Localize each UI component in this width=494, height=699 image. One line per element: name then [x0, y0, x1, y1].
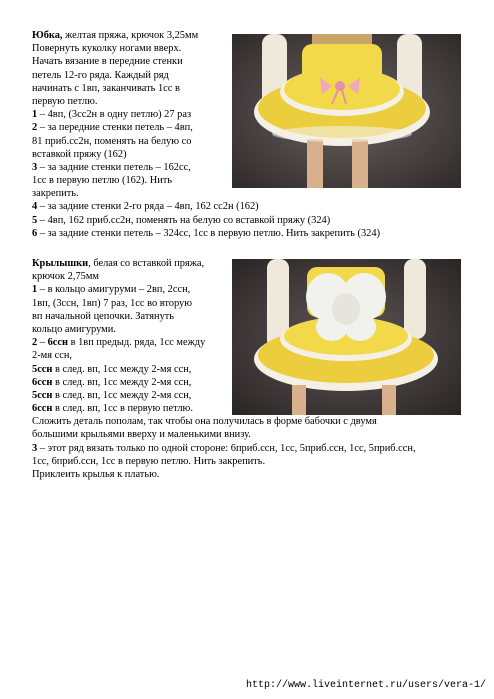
wings-row-3-cont: 1сс, 6приб.ссн, 1сс в первую петлю. Нить закрепить.	[32, 455, 266, 467]
skirt-row-1: 1 – 4вп, (3сс2н в одну петлю) 27 раз	[32, 109, 192, 121]
source-url: http://www.liveinternet.ru/users/vera-1/	[246, 680, 487, 691]
wings-row-3: 3 – этот ряд вязать только по одной стороне: 6приб.ссн, 1сс, 5приб.ссн, 1сс, 5приб.ссн,	[32, 442, 416, 454]
wings-line-2: крючок 2,75мм	[32, 271, 100, 283]
skirt-line-2: Повернуть куколку ногами вверх.	[32, 43, 182, 55]
skirt-line-1: Юбка, желтая пряжа, крючок 3,25мм	[32, 30, 199, 41]
wings-row-1-cont-1: 1вп, (3ссн, 1вп) 7 раз, 1сс во вторую	[32, 297, 193, 309]
wings-row-2-step-4: 6ссн в след. вп, 1сс в первую петлю.	[32, 403, 193, 415]
wings-fold-line-1: Сложить деталь пополам, так чтобы она получилась в форме бабочки с двумя	[32, 416, 377, 428]
skirt-row-5: 5 – 4вп, 162 приб.сс2н, поменять на белую со вставкой пряжу (324)	[32, 214, 331, 226]
wings-row-2-step-1: 5ссн в след. вп, 1сс между 2-мя ссн,	[32, 363, 192, 375]
wings-row-1-cont-2: вп начальной цепочки. Затянуть	[32, 310, 175, 322]
skirt-line-5: начинать с 1вп, заканчивать 1сс в	[32, 82, 180, 94]
skirt-row-3: 3 – за задние стенки петель – 162сс,	[32, 161, 191, 173]
skirt-line-6: первую петлю.	[32, 95, 98, 107]
skirt-row-2-cont-1: 81 приб.сс2н, поменять на белую со	[32, 135, 192, 147]
wings-row-1: 1 – в кольцо амигуруми – 2вп, 2ссн,	[32, 284, 191, 296]
wings-row-2-step-2: 6ссн в след. вп, 1сс между 2-мя ссн,	[32, 376, 192, 388]
skirt-line-3: Начать вязание в передние стенки	[32, 56, 183, 68]
wings-line-1: Крылышки, белая со вставкой пряжа,	[32, 258, 205, 269]
skirt-row-3-cont-1: 1сс в первую петлю (162). Нить	[32, 175, 173, 187]
skirt-photo	[232, 34, 461, 188]
wings-fold-line-2: большими крыльями вверху и маленькими внизу.	[32, 429, 251, 441]
wings-row-2-cont: 2-мя ссн,	[32, 350, 72, 362]
wings-row-1-cont-3: кольцо амигуруми.	[32, 323, 116, 335]
wings-final: Приклеить крылья к платью.	[32, 469, 160, 480]
wings-row-2-step-3: 5ссн в след. вп, 1сс между 2-мя ссн,	[32, 389, 192, 401]
skirt-row-4: 4 – за задние стенки 2-го ряда – 4вп, 162 сс2н (162)	[32, 201, 259, 213]
skirt-line-4: петель 12-го ряда. Каждый ряд	[32, 69, 169, 81]
wings-photo	[232, 259, 461, 415]
wings-row-2: 2 – 6ссн в 1вп предыд. ряда, 1сс между	[32, 337, 206, 349]
skirt-row-3-cont-2: закрепить.	[32, 188, 79, 200]
skirt-row-2: 2 – за передние стенки петель – 4вп,	[32, 122, 193, 134]
skirt-row-6: 6 – за задние стенки петель – 324сс, 1сс в первую петлю. Нить закрепить (324)	[32, 227, 381, 239]
skirt-row-2-cont-2: вставкой пряжу (162)	[32, 148, 127, 160]
